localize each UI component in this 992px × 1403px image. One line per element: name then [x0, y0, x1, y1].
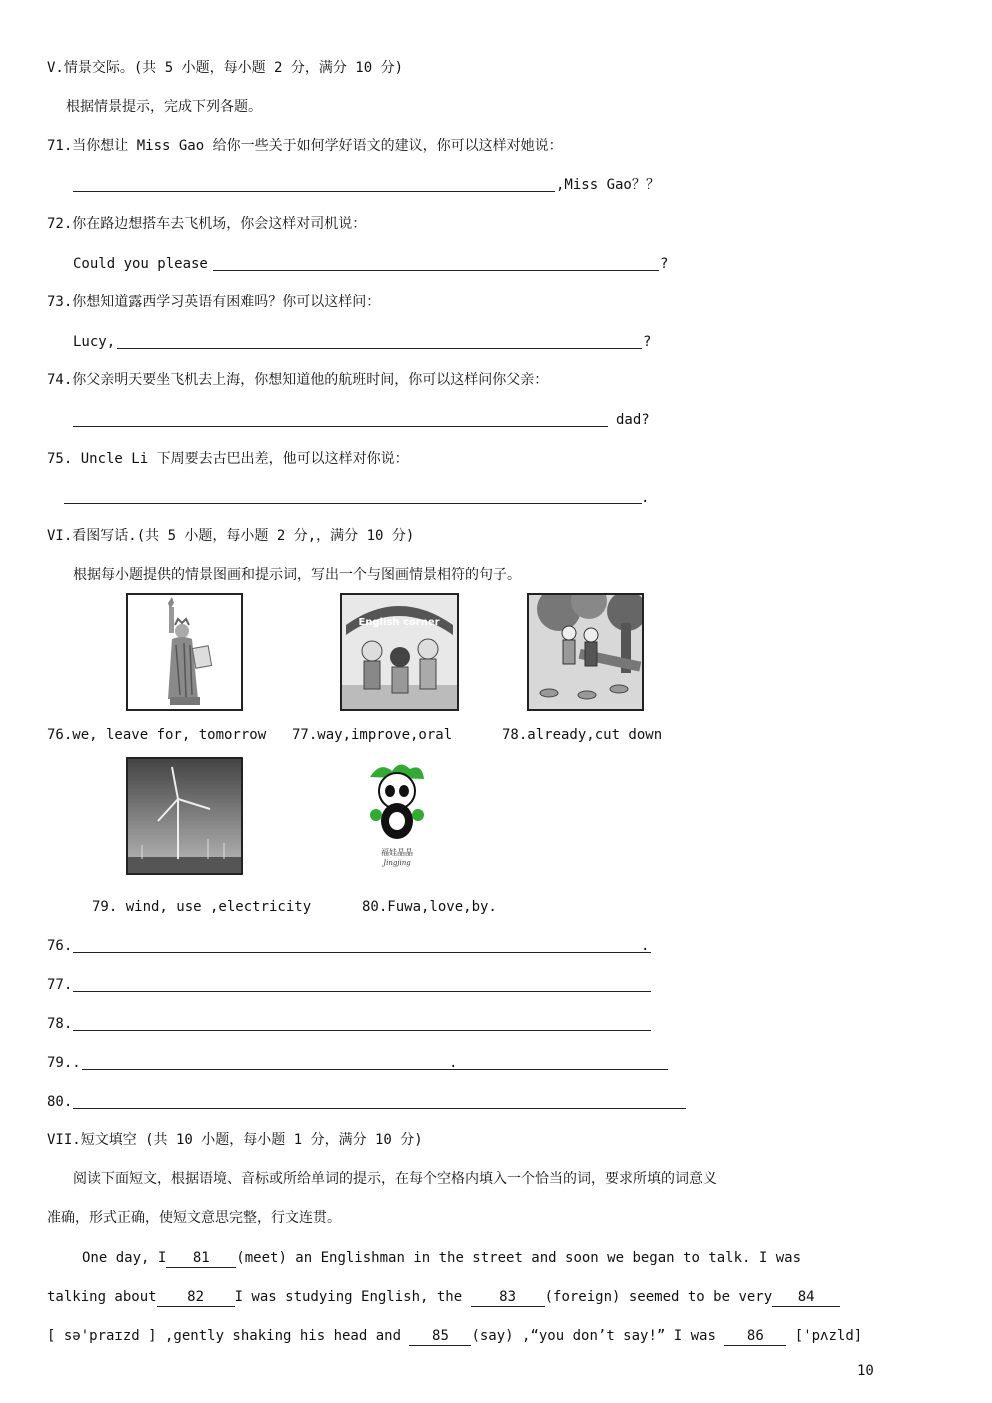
passage-line-2 — [47, 1287, 840, 1307]
passage-text: One day, I — [82, 1250, 167, 1266]
cut-down-trees-image — [527, 593, 644, 711]
q73-prompt: 73.你想知道露西学习英语有困难吗？你可以这样问： — [47, 294, 381, 310]
fuwa-caption-cn: 福娃晶晶 — [381, 848, 413, 857]
q72-answer-blank[interactable] — [213, 270, 659, 271]
q75-tail: . — [641, 490, 650, 506]
caption-78: 78.already,cut down — [502, 727, 663, 743]
blank-86[interactable]: 86 — [724, 1327, 786, 1346]
q73-tail: ? — [643, 334, 652, 350]
answer-80-label: 80. — [47, 1094, 73, 1110]
caption-76: 76.we, leave for, tomorrow — [47, 727, 267, 743]
q72-lead: Could you please — [73, 256, 208, 272]
caption-77: 77.way,improve,oral — [292, 727, 453, 743]
fuwa-caption-en: Jingjing — [383, 859, 411, 867]
passage-text: (say) ,“you don’t say!” I was — [471, 1328, 716, 1344]
section-5-heading: V.情景交际。(共 5 小题，每小题 2 分，满分 10 分) — [47, 60, 404, 76]
section-6-heading: VI.看图写话.(共 5 小题，每小题 2 分,，满分 10 分) — [47, 528, 415, 544]
blank-85[interactable]: 85 — [409, 1327, 471, 1346]
q71-tail: ,Miss Gao？？ — [556, 177, 660, 193]
blank-81[interactable]: 81 — [166, 1249, 236, 1268]
passage-line-3 — [47, 1326, 862, 1346]
answer-77-label: 77. — [47, 977, 73, 993]
page-number: 10 — [857, 1363, 874, 1379]
caption-79: 79. wind, use ,electricity — [92, 899, 312, 915]
q74-tail: dad? — [616, 412, 650, 428]
answer-78-blank[interactable] — [73, 1030, 651, 1031]
passage-text: [ sə'praɪzd ] ,gently shaking his head and — [47, 1328, 402, 1344]
blank-83[interactable]: 83 — [471, 1288, 545, 1307]
english-corner-banner-text: English corner — [358, 617, 440, 628]
answer-76-label: 76. — [47, 938, 73, 954]
answer-78-label: 78. — [47, 1016, 73, 1032]
q73-lead: Lucy, — [73, 334, 116, 350]
blank-84[interactable]: 84 — [772, 1288, 840, 1307]
q75-prompt: 75. Uncle Li 下周要去古巴出差，他可以这样对你说： — [47, 451, 409, 467]
answer-76-blank[interactable] — [73, 952, 651, 953]
answer-79-label: 79.. — [47, 1055, 81, 1071]
answer-76-tail: . — [641, 938, 650, 954]
q71-answer-blank[interactable] — [73, 191, 555, 192]
q74-answer-blank[interactable] — [73, 426, 608, 427]
passage-text: (meet) an Englishman in the street and soon we began to talk. I was — [236, 1250, 802, 1266]
q73-answer-blank[interactable] — [117, 348, 642, 349]
section-7-heading: VII.短文填空 (共 10 小题，每小题 1 分，满分 10 分) — [47, 1132, 423, 1148]
english-corner-image — [340, 593, 459, 711]
section-5-instruction: 根据情景提示，完成下列各题。 — [66, 99, 262, 115]
passage-text: talking about — [47, 1289, 157, 1305]
q75-answer-blank[interactable] — [64, 503, 642, 504]
fuwa-jingjing-image — [340, 757, 453, 871]
statue-of-liberty-image — [126, 593, 243, 711]
wind-turbines-image — [126, 757, 243, 875]
passage-text: I was studying English, the — [234, 1289, 463, 1305]
passage-text: ['pʌzld] — [794, 1328, 863, 1344]
answer-79-mid: . — [449, 1055, 458, 1071]
section-7-instruction-2: 准确，形式正确，使短文意思完整，行文连贯。 — [47, 1210, 341, 1226]
passage-line-1 — [82, 1248, 801, 1268]
answer-79-blank[interactable] — [82, 1069, 668, 1070]
passage-text: (foreign) seemed to be very — [544, 1289, 773, 1305]
blank-82[interactable]: 82 — [157, 1288, 235, 1307]
q74-prompt: 74.你父亲明天要坐飞机去上海，你想知道他的航班时间，你可以这样问你父亲： — [47, 372, 549, 388]
answer-77-blank[interactable] — [73, 991, 651, 992]
caption-80: 80.Fuwa,love,by. — [362, 899, 497, 915]
section-7-instruction-1: 阅读下面短文，根据语境、音标或所给单词的提示，在每个空格内填入一个恰当的词，要求所填的词意义 — [73, 1171, 717, 1187]
q72-tail: ? — [660, 256, 669, 272]
answer-80-blank[interactable] — [73, 1108, 686, 1109]
q71-prompt: 71.当你想让 Miss Gao 给你一些关于如何学好语文的建议，你可以这样对她说： — [47, 138, 563, 154]
q72-prompt: 72.你在路边想搭车去飞机场，你会这样对司机说： — [47, 216, 367, 232]
section-6-instruction: 根据每小题提供的情景图画和提示词，写出一个与图画情景相符的句子。 — [73, 567, 521, 583]
